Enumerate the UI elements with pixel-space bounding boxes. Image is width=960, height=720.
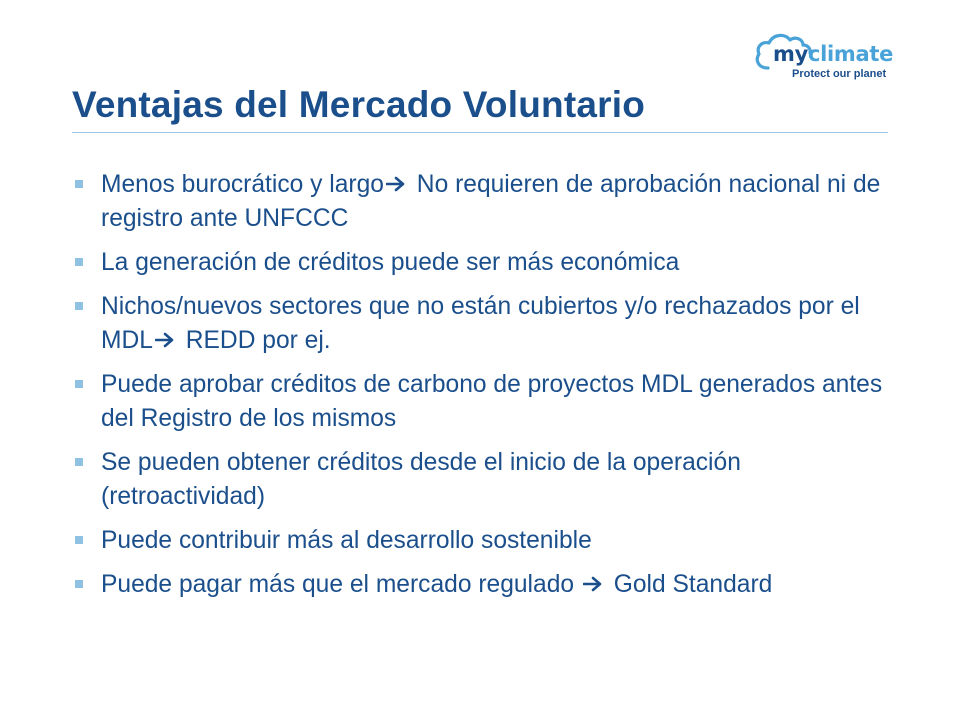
- bullet-text: Nichos/nuevos sectores que no están cubiertos y/o rechazados por el MDL: [101, 293, 860, 354]
- square-bullet-icon: [75, 536, 83, 544]
- bullet-item: [72, 524, 892, 558]
- logo-wordmark: [773, 42, 893, 66]
- bullet-item: [72, 246, 892, 280]
- bullet-text: Se pueden obtener créditos desde el inicio de la operación (retroactividad): [101, 449, 741, 510]
- square-bullet-icon: [75, 580, 83, 588]
- square-bullet-icon: [75, 180, 83, 188]
- bullet-text: Puede aprobar créditos de carbono de proyectos MDL generados antes del Registro de los mismos: [101, 371, 883, 432]
- bullet-text: La generación de créditos puede ser más económica: [101, 249, 680, 276]
- bullet-item: [72, 568, 892, 602]
- title-divider: [72, 132, 888, 133]
- bullet-text: Puede contribuir más al desarrollo sostenible: [101, 527, 592, 554]
- bullet-text: Menos burocrático y largo: [101, 171, 384, 198]
- bullet-text: Puede pagar más que el mercado regulado: [101, 571, 581, 598]
- right-arrow-icon: [155, 332, 175, 348]
- square-bullet-icon: [75, 380, 83, 388]
- bullet-text-continued: No requieren de aprobación nacional ni de registro ante UNFCCC: [101, 171, 881, 232]
- bullet-text-continued: Gold Standard: [606, 571, 773, 598]
- slide-title: Ventajas del Mercado Voluntario: [72, 84, 645, 125]
- bullet-item: [72, 168, 892, 236]
- square-bullet-icon: [75, 458, 83, 466]
- right-arrow-icon: [386, 176, 406, 192]
- bullet-item: [72, 368, 892, 436]
- logo-tagline: Protect our planet: [792, 68, 887, 80]
- logo-word-climate: climate: [807, 42, 894, 66]
- logo-word-my: my: [773, 42, 808, 66]
- bullet-item: [72, 446, 892, 514]
- bullet-text-continued: REDD por ej.: [178, 327, 331, 354]
- right-arrow-icon: [583, 576, 603, 592]
- square-bullet-icon: [75, 302, 83, 310]
- square-bullet-icon: [75, 258, 83, 266]
- myclimate-logo: [752, 30, 892, 86]
- bullet-item: [72, 290, 892, 358]
- bullet-list: [72, 168, 892, 612]
